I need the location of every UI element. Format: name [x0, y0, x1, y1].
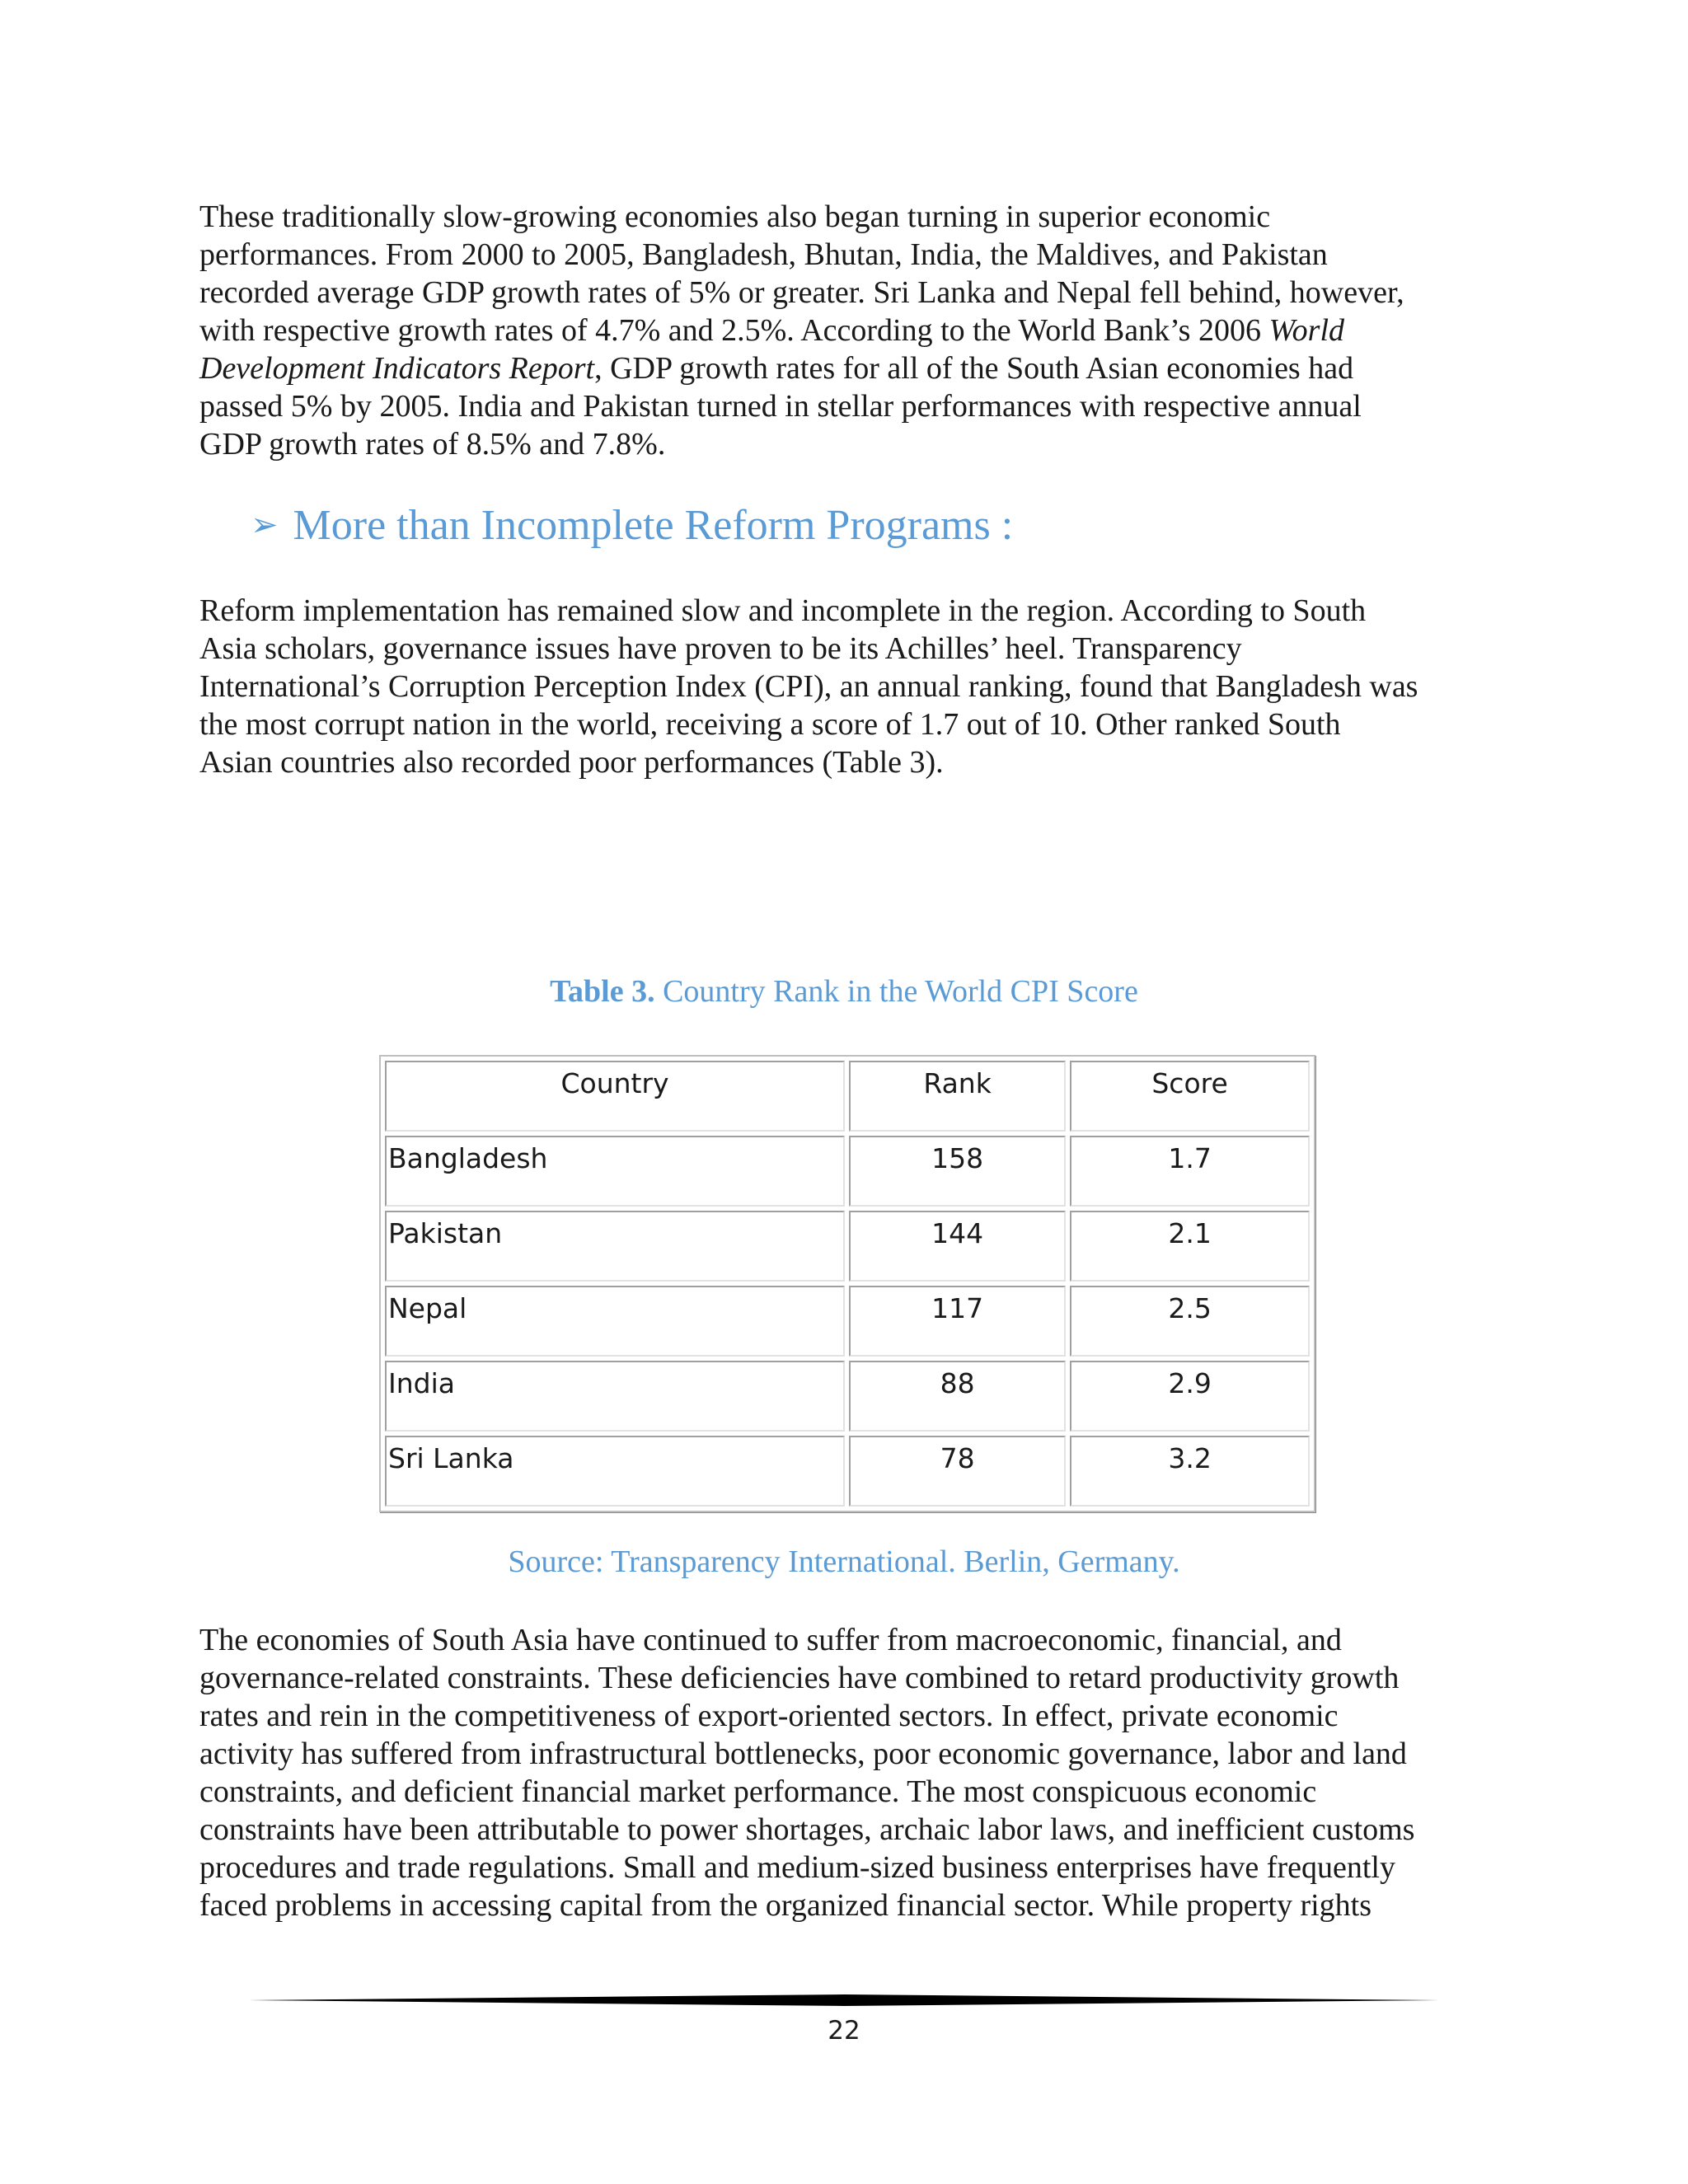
paragraph-line: Asian countries also recorded poor performances (Table 3).: [199, 745, 944, 780]
paragraph-line: passed 5% by 2005. India and Pakistan turned in stellar performances with respective annual: [199, 389, 1362, 424]
cell-rank: 144: [849, 1211, 1066, 1282]
cell-rank: 88: [849, 1361, 1066, 1432]
cell-country: Sri Lanka: [385, 1436, 845, 1507]
paragraph-line-text: with respective growth rates of 4.7% and 2.5%. According to the World Bank’s 2006: [199, 313, 1269, 348]
arrow-bullet-icon: ➢: [251, 506, 279, 543]
header-country: Country: [385, 1061, 845, 1132]
cpi-table: [379, 1055, 1315, 1512]
paragraph-line: the most corrupt nation in the world, receiving a score of 1.7 out of 10. Other ranked South: [199, 707, 1341, 742]
paragraph-growth: [199, 198, 1502, 463]
cell-rank: 117: [849, 1286, 1066, 1357]
paragraph-line: constraints, and deficient financial market performance. The most conspicuous economic: [199, 1774, 1317, 1809]
section-heading-text: More than Incomplete Reform Programs :: [293, 502, 1014, 549]
page-number: 22: [828, 2016, 860, 2046]
paragraph-line: [199, 349, 1502, 387]
table-row: [385, 1136, 1310, 1207]
paragraph-line: activity has suffered from infrastructural bottlenecks, poor economic governance, labor and land: [199, 1736, 1407, 1771]
cell-score: 2.5: [1070, 1286, 1310, 1357]
paragraph-reform: [199, 592, 1502, 781]
footer-rule-shape: [249, 1994, 1439, 2006]
paragraph-line: faced problems in accessing capital from the organized financial sector. While property rights: [199, 1888, 1372, 1923]
paragraph-line: The economies of South Asia have continued to suffer from macroeconomic, financial, and: [199, 1623, 1342, 1657]
cell-score: 2.9: [1070, 1361, 1310, 1432]
paragraph-line: Asia scholars, governance issues have proven to be its Achilles’ heel. Transparency: [199, 631, 1242, 666]
paragraph-line: [199, 312, 1502, 349]
cell-rank: 158: [849, 1136, 1066, 1207]
cell-country: Bangladesh: [385, 1136, 845, 1207]
paragraph-line: constraints have been attributable to power shortages, archaic labor laws, and inefficient customs: [199, 1812, 1415, 1847]
paragraph-line: These traditionally slow-growing economies also began turning in superior economic: [199, 199, 1271, 234]
table-caption: [0, 973, 1688, 1010]
report-title-italic: Development Indicators Report: [199, 351, 595, 386]
cell-score: 2.1: [1070, 1211, 1310, 1282]
paragraph-line: recorded average GDP growth rates of 5% or greater. Sri Lanka and Nepal fell behind, however,: [199, 275, 1404, 310]
report-title-italic: World: [1268, 313, 1344, 348]
table-row: [385, 1436, 1310, 1507]
paragraph-line: performances. From 2000 to 2005, Bangladesh, Bhutan, India, the Maldives, and Pakistan: [199, 237, 1328, 272]
cell-country: Pakistan: [385, 1211, 845, 1282]
paragraph-line: governance-related constraints. These deficiencies have combined to retard productivity growth: [199, 1661, 1400, 1695]
section-heading: [251, 501, 1013, 550]
cell-score: 1.7: [1070, 1136, 1310, 1207]
cell-score: 3.2: [1070, 1436, 1310, 1507]
paragraph-line: GDP growth rates of 8.5% and 7.8%.: [199, 427, 666, 462]
table-source: Source: Transparency International. Berlin, Germany.: [508, 1544, 1180, 1579]
cell-country: India: [385, 1361, 845, 1432]
paragraph-line: Reform implementation has remained slow and incomplete in the region. According to South: [199, 593, 1367, 628]
header-score: Score: [1070, 1061, 1310, 1132]
paragraph-line: procedures and trade regulations. Small and medium-sized business enterprises have frequently: [199, 1850, 1395, 1885]
table-caption-text: Country Rank in the World CPI Score: [654, 974, 1138, 1009]
table-row: [385, 1286, 1310, 1357]
paragraph-line: rates and rein in the competitiveness of export-oriented sectors. In effect, private economic: [199, 1699, 1339, 1733]
paragraph-constraints: [199, 1621, 1502, 1924]
table-row: [385, 1361, 1310, 1432]
paragraph-line-text: , GDP growth rates for all of the South Asian economies had: [594, 351, 1354, 386]
table-header-row: [385, 1061, 1310, 1132]
paragraph-line: International’s Corruption Perception Index (CPI), an annual ranking, found that Bangladesh was: [199, 669, 1418, 704]
table-row: [385, 1211, 1310, 1282]
footer-rule: [249, 1994, 1439, 2006]
table-caption-label: Table 3.: [550, 974, 655, 1009]
header-rank: Rank: [849, 1061, 1066, 1132]
cell-country: Nepal: [385, 1286, 845, 1357]
cell-rank: 78: [849, 1436, 1066, 1507]
